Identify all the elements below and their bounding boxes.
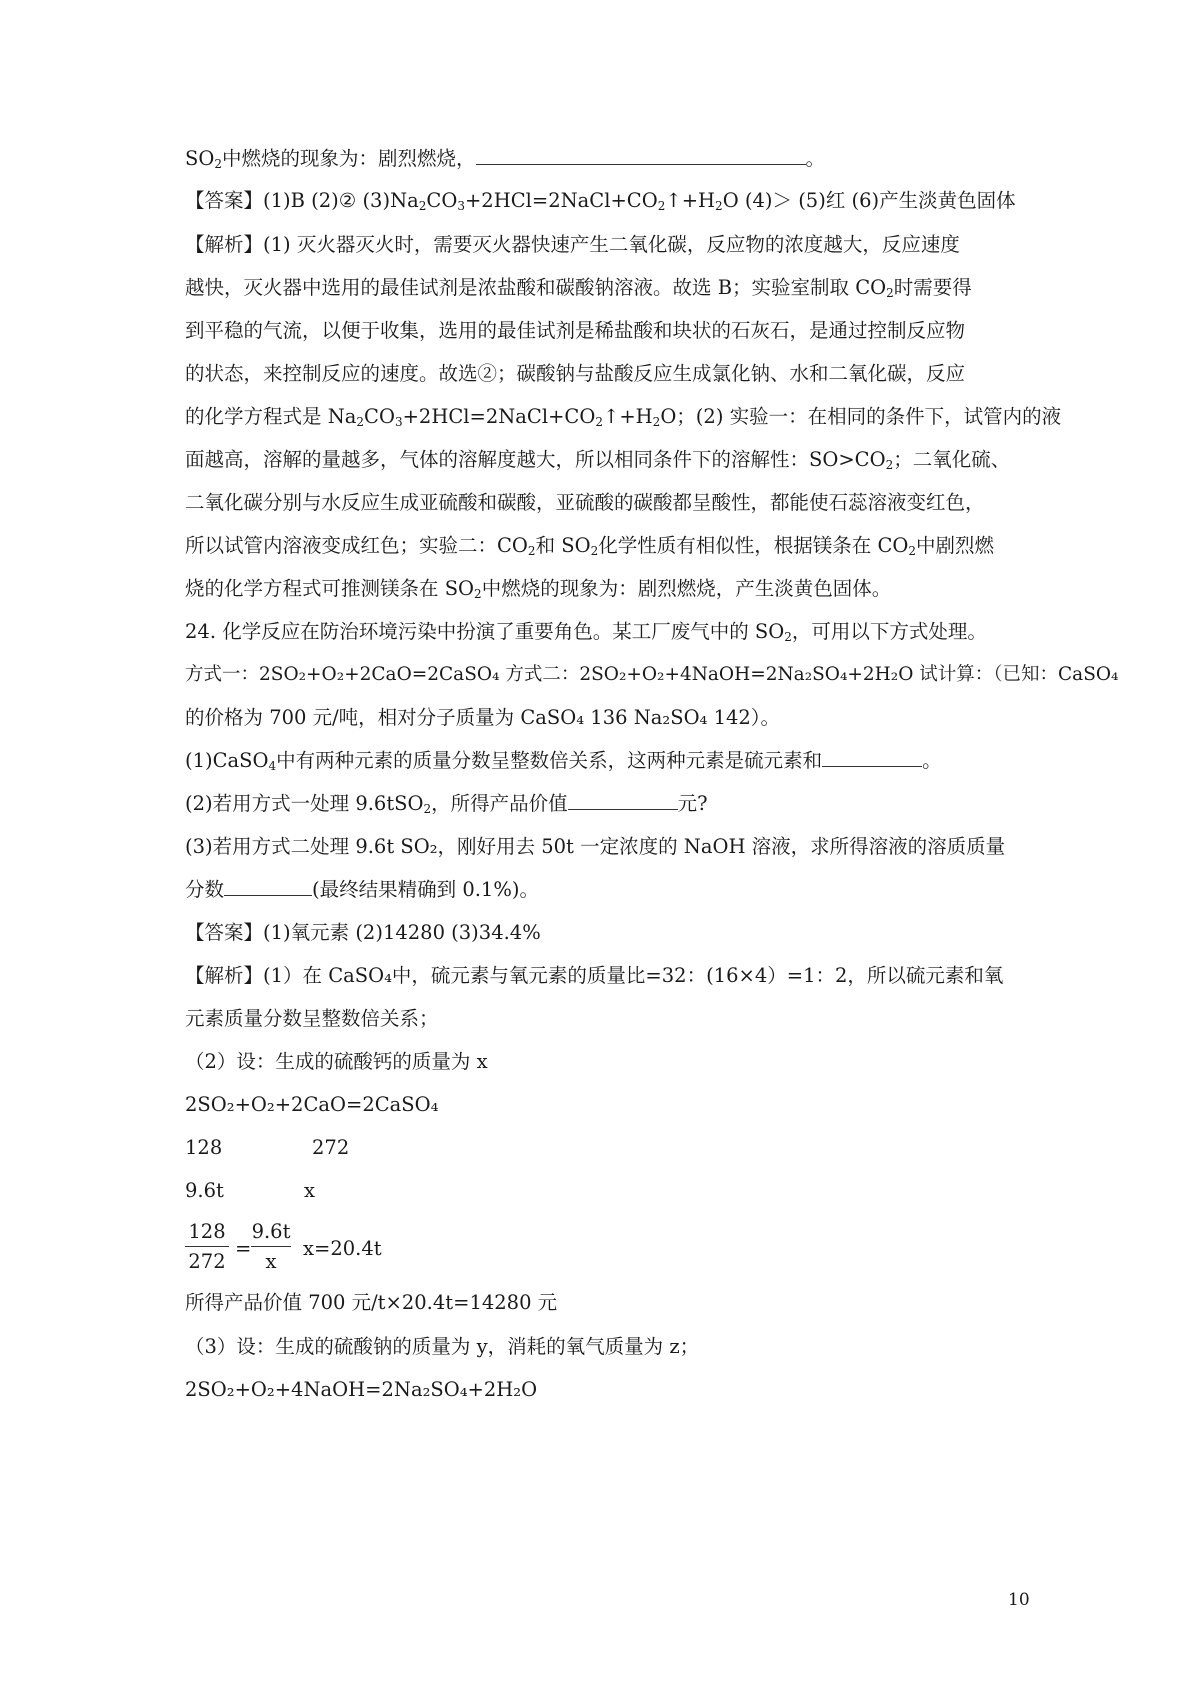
question-line: (1)CaSO$_4$中有两种元素的质量分数呈整数倍关系，这两种元素是硫元素和 。 [185, 749, 942, 773]
analysis-line: 所以试管内溶液变成红色；实验二：$CO_2$和 $SO_2$化学性质有相似性，根据镁条在 $CO_2$中剧烈燃 [185, 534, 995, 558]
question-line: (2)若用方式一处理 9.6tSO$_2$，所得产品价值 元? [185, 792, 708, 816]
page-number: 10 [1008, 1590, 1030, 1610]
mass-row-value: 272 [312, 1136, 350, 1159]
solution-line: 所得产品价值 700 元/t×20.4t=14280 元 [185, 1291, 558, 1314]
equation-line: 2SO₂+O₂+2CaO=2CaSO₄ [185, 1093, 439, 1116]
question-line: (3)若用方式二处理 9.6t SO₂，刚好用去 50t 一定浓度的 NaOH 溶液，求所得溶液的溶质质量 [185, 835, 1006, 858]
mass-row: 9.6t [185, 1179, 224, 1202]
solution-value: x=20.4t [303, 1237, 382, 1260]
fraction-bar [185, 1246, 229, 1247]
solution-line: 【解析】(1）在 CaSO₄中，硫元素与氧元素的质量比=32：(16×4）=1：2，所以硫元素和氧 [185, 964, 1004, 987]
analysis-line: 到平稳的气流，以便于收集，选用的最佳试剂是稀盐酸和块状的石灰石，是通过控制反应物 [185, 319, 966, 342]
analysis-line: 的化学方程式是 $Na_2CO_3+2HCl=2NaCl+CO_2↑+H_2O$；(2) 实验一：在相同的条件下，试管内的液 [185, 405, 1062, 429]
fraction-numerator: 9.6t [251, 1220, 291, 1243]
question-line: 24. 化学反应在防治环境污染中扮演了重要角色。某工厂废气中的 $SO_2$，可用以下方式处理。 [185, 620, 987, 644]
text-line: $SO_2$中燃烧的现象为：剧烈燃烧， 。 [185, 147, 826, 171]
equals-sign: = [235, 1237, 252, 1260]
question-line: 方式一：2SO₂+O₂+2CaO=2CaSO₄ 方式二：2SO₂+O₂+4NaOH=2Na₂SO₄+2H₂O 试计算：（已知：CaSO₄ [185, 664, 1119, 685]
question-line: 分数 (最终结果精确到 0.1%)。 [185, 878, 539, 901]
answer-line: 【答案】(1)B (2)② $(3)Na_2CO_3+2HCl=2NaCl+CO_2↑+H_2O$ (4)＞ (5)红 (6)产生淡黄色固体 [185, 189, 1016, 213]
analysis-line: 【解析】(1) 灭火器灭火时，需要灭火器快速产生二氧化碳，反应物的浓度越大，反应速度 [185, 233, 960, 256]
question-line: 的价格为 700 元/吨，相对分子质量为 CaSO₄ 136 Na₂SO₄ 142）。 [185, 706, 781, 729]
solution-line: （2）设：生成的硫酸钙的质量为 x [185, 1050, 488, 1073]
solution-line: 元素质量分数呈整数倍关系； [185, 1007, 439, 1030]
mass-row-value: x [304, 1179, 315, 1202]
answer-blank [224, 877, 312, 896]
equation-line: 2SO₂+O₂+4NaOH=2Na₂SO₄+2H₂O [185, 1378, 538, 1401]
fraction-denominator: 272 [188, 1250, 226, 1273]
analysis-line: 越快，灭火器中选用的最佳试剂是浓盐酸和碳酸钠溶液。故选 B；实验室制取 $CO_2$时需要得 [185, 276, 972, 300]
fraction-numerator: 128 [188, 1220, 226, 1243]
answer-blank [568, 791, 678, 810]
analysis-line: 烧的化学方程式可推测镁条在 $SO_2$中燃烧的现象为：剧烈燃烧，产生淡黄色固体。 [185, 577, 892, 601]
analysis-line: 的状态，来控制反应的速度。故选②；碳酸钠与盐酸反应生成氯化钠、水和二氧化碳，反应 [185, 362, 966, 385]
answer-line: 【答案】(1)氧元素 (2)14280 (3)34.4% [185, 921, 541, 944]
fraction-bar [251, 1246, 291, 1247]
solution-line: （3）设：生成的硫酸钠的质量为 y，消耗的氧气质量为 z； [185, 1335, 700, 1358]
mass-row: 128 [185, 1136, 223, 1159]
answer-blank [822, 748, 922, 767]
fraction-denominator: x [265, 1250, 277, 1273]
analysis-line: 二氧化碳分别与水反应生成亚硫酸和碳酸，亚硫酸的碳酸都呈酸性，都能使石蕊溶液变红色， [185, 491, 985, 514]
analysis-line: 面越高，溶解的量越多，气体的溶解度越大，所以相同条件下的溶解性：$SO>CO_2$；二氧化硫、 [185, 448, 1011, 472]
answer-blank [476, 146, 806, 165]
